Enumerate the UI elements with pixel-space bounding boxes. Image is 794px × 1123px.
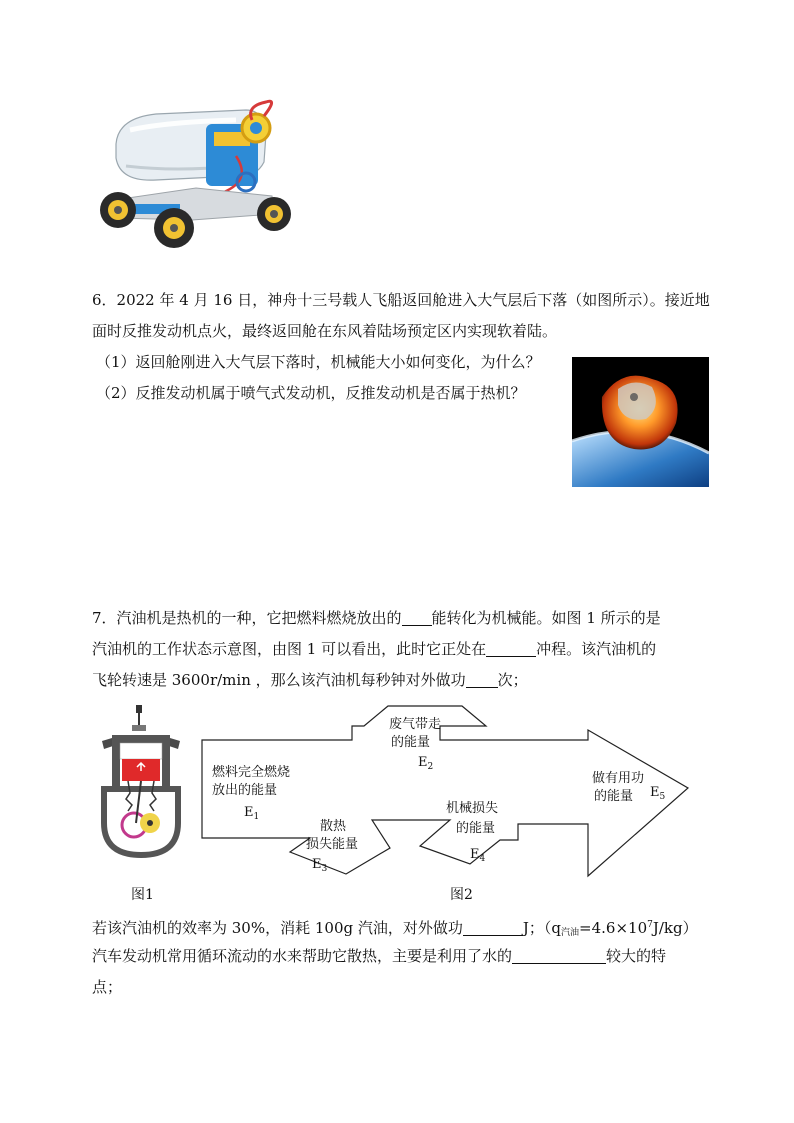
answer-blank-work-times[interactable] bbox=[466, 670, 498, 688]
question-6-text: 6．2022 年 4 月 16 日，神舟十三号载人飞船返回舱进入大气层后下落（如图所示）。接近地面时反推发动机点火，最终返回舱在东风着陆场预定区内实现软着陆。 bbox=[92, 291, 710, 340]
air-car-toy-image bbox=[96, 96, 302, 250]
exhaust-energy-line-1: 废气带走 bbox=[389, 717, 442, 732]
useful-work-line-2: 的能量 bbox=[594, 789, 634, 804]
figure-2-caption: 图2 bbox=[450, 887, 473, 903]
reentry-capsule-image bbox=[572, 357, 709, 487]
answer-blank-water-property[interactable] bbox=[512, 946, 606, 964]
mechanical-loss-line-2: 的能量 bbox=[456, 821, 496, 836]
question-7-line-4: 若该汽油机的效率为 30%，消耗 100g 汽油，对外做功 J；$(q_{汽油}=4.6\times 10^7J/kg)$ bbox=[92, 919, 698, 938]
question-7-line-1: 7．汽油机是热机的一种，它把燃料燃烧放出的 能转化为机械能。如图 1 所示的是 bbox=[92, 609, 661, 627]
question-7-line-5: 汽车发动机常用循环流动的水来帮助它散热，主要是利用了水的 较大的特 bbox=[92, 947, 667, 965]
input-energy-line-2: 放出的能量 bbox=[212, 783, 278, 798]
figure-2-energy-flow-diagram bbox=[200, 702, 692, 880]
question-7-line-3: 飞轮转速是 3600r/min ，那么该汽油机每秒钟对外做功 次； bbox=[92, 671, 528, 689]
input-energy-symbol: $E_1$ bbox=[244, 805, 260, 822]
answer-blank-work[interactable] bbox=[463, 918, 523, 936]
figure-1-caption: 图1 bbox=[131, 887, 154, 903]
heat-loss-line-2: 损失能量 bbox=[306, 837, 359, 852]
input-energy-line-1: 燃料完全燃烧 bbox=[212, 765, 291, 780]
useful-work-symbol: $E_5$ bbox=[650, 785, 666, 802]
answer-blank-stroke[interactable] bbox=[486, 639, 536, 657]
exhaust-energy-line-2: 的能量 bbox=[391, 735, 431, 750]
exhaust-energy-symbol: $E_2$ bbox=[418, 755, 434, 772]
figure-1-engine-diagram bbox=[96, 705, 186, 860]
heat-loss-symbol: $E_3$ bbox=[312, 857, 328, 874]
mechanical-loss-symbol: $E_4$ bbox=[470, 847, 486, 864]
useful-work-line-1: 做有用功 bbox=[592, 771, 645, 786]
answer-blank-energy[interactable] bbox=[402, 608, 432, 626]
question-6-sub-2: （2）反推发动机属于喷气式发动机，反推发动机是否属于热机？ bbox=[96, 384, 526, 402]
heat-loss-line-1: 散热 bbox=[320, 819, 347, 834]
question-7-line-2: 汽油机的工作状态示意图，由图 1 可以看出，此时它正处在 冲程。该汽油机的 bbox=[92, 640, 657, 658]
question-6-sub-1: （1）返回舱刚进入大气层下落时，机械能大小如何变化，为什么？ bbox=[96, 353, 541, 371]
question-7-line-6: 点； bbox=[92, 978, 123, 996]
mechanical-loss-line-1: 机械损失 bbox=[446, 801, 499, 816]
